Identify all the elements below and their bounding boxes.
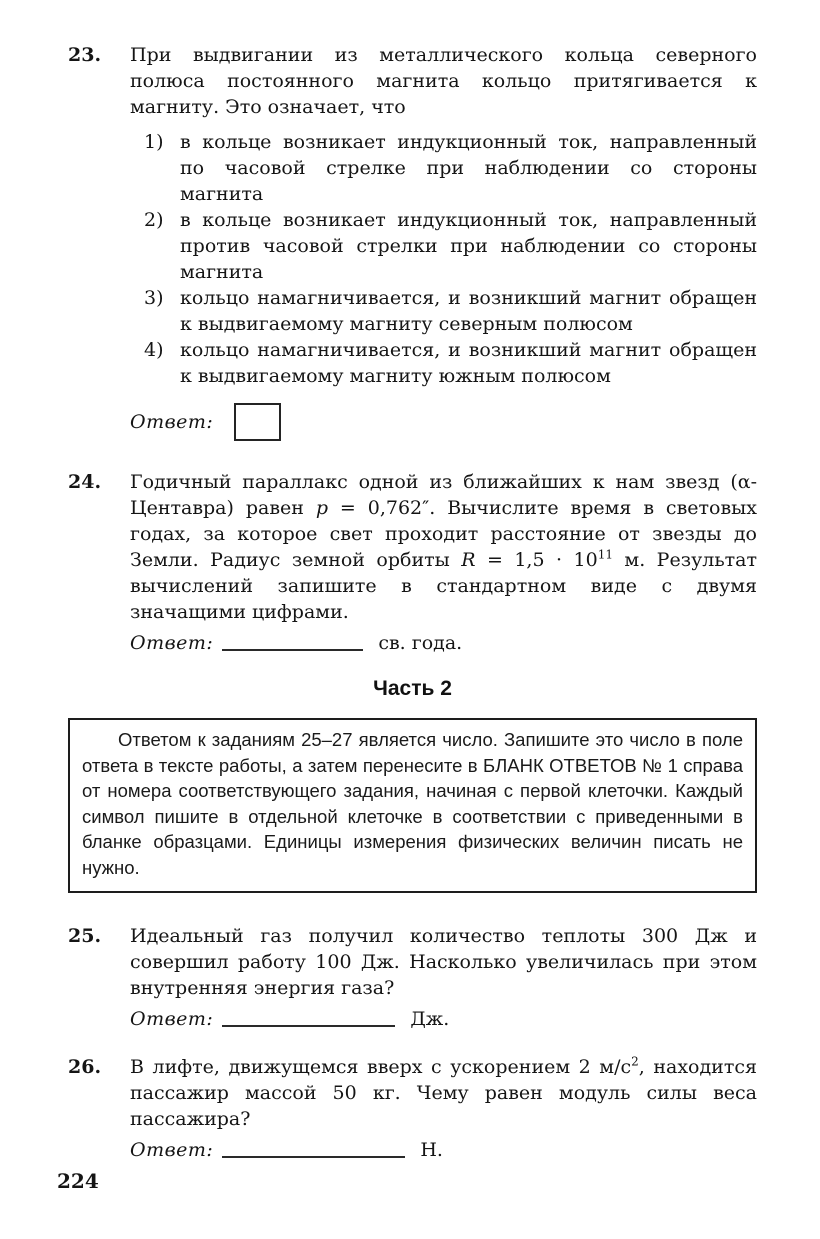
problem-25-answer-row (130, 1006, 757, 1032)
answer-label: Ответ: (130, 632, 214, 654)
problem-24-number: 24. (68, 471, 102, 493)
variable-p: p (315, 497, 329, 519)
problem-25-text: Идеальный газ получил количество теплоты 300 Дж и совершил работу 100 Дж. Насколько увеличилась при этом внутренняя энергия газа? (130, 925, 757, 999)
option-3-number: 3) (144, 287, 164, 309)
answer-blank-line (222, 1011, 395, 1027)
problem-26-number: 26. (68, 1056, 102, 1078)
answer-unit: Дж. (410, 1008, 450, 1030)
problem-24-text-part: Годичный параллакс одной из ближайших к нам звезд (α-Центавра) равен (130, 471, 757, 519)
answer-blank-line (222, 1142, 405, 1158)
option-1-text: в кольце возникает индукционный ток, направленный по часовой стрелке при наблюдении со стороны магнита (180, 131, 757, 205)
answer-label: Ответ: (130, 1008, 214, 1030)
instruction-box (68, 718, 757, 893)
problem-24-text (130, 469, 757, 625)
problem-24 (68, 469, 757, 656)
problem-25 (68, 923, 757, 1032)
problem-26-text-part: , находится пассажир массой 50 кг. Чему равен модуль силы веса пассажира? (130, 1056, 757, 1130)
option-2 (130, 207, 757, 285)
option-4-text: кольцо намагничивается, и возникший магнит обращен к выдвигаемому магниту южным полюсом (180, 339, 757, 387)
problem-26 (68, 1054, 757, 1163)
option-4-number: 4) (144, 339, 164, 361)
answer-box (234, 403, 281, 441)
variable-R: R (461, 549, 476, 571)
option-2-text: в кольце возникает индукционный ток, направленный против часовой стрелки при наблюдении со стороны магнита (180, 209, 757, 283)
page-number: 224 (57, 1169, 99, 1193)
option-4 (130, 337, 757, 389)
problem-26-text (130, 1054, 757, 1132)
problem-24-text-part: = 1,5 · 10 (475, 549, 598, 571)
problem-23 (68, 42, 757, 443)
option-2-number: 2) (144, 209, 164, 231)
instruction-text: Ответом к заданиям 25–27 является число. Запишите это число в поле ответа в тексте работы, а затем перенесите в БЛАНК ОТВЕТОВ № 1 справа от номера соответствующего задания, начиная с первой клеточки. Каждый символ пишите в отдельной клеточке в соответствии с приведенными в бланке образцами. Единицы измерения физических величин писать не нужно. (82, 729, 743, 878)
answer-unit: св. года. (378, 632, 463, 654)
part-2-heading: Часть 2 (373, 677, 452, 700)
problem-25-number: 25. (68, 925, 102, 947)
option-3-text: кольцо намагничивается, и возникший магнит обращен к выдвигаемому магниту северным полюсом (180, 287, 757, 335)
problem-24-answer-row (130, 630, 757, 656)
problem-24-text-part: = 0,762″. Вычислите время в световых годах, за которое свет проходит расстояние от звезды до Земли. Радиус земной орбиты (130, 497, 758, 571)
exponent-11: 11 (597, 547, 613, 562)
problem-23-answer-row (130, 401, 757, 443)
exponent-2: 2 (631, 1054, 639, 1069)
answer-label: Ответ: (130, 411, 214, 433)
problem-26-text-part: В лифте, движущемся вверх с ускорением 2 м/с (130, 1056, 632, 1078)
problem-26-answer-row (130, 1137, 757, 1163)
answer-blank-line (222, 635, 363, 651)
answer-unit: Н. (420, 1139, 443, 1161)
option-3 (130, 285, 757, 337)
option-1-number: 1) (144, 131, 164, 153)
problem-23-text: При выдвигании из металлического кольца северного полюса постоянного магнита кольцо притягивается к магниту. Это означает, что (130, 44, 757, 118)
problem-24-text-part: м. Результат вычислений запишите в стандартном виде с двумя значащими цифрами. (130, 549, 758, 623)
answer-label: Ответ: (130, 1139, 214, 1161)
problem-23-options (130, 129, 757, 389)
option-1 (130, 129, 757, 207)
problem-23-number: 23. (68, 44, 102, 66)
